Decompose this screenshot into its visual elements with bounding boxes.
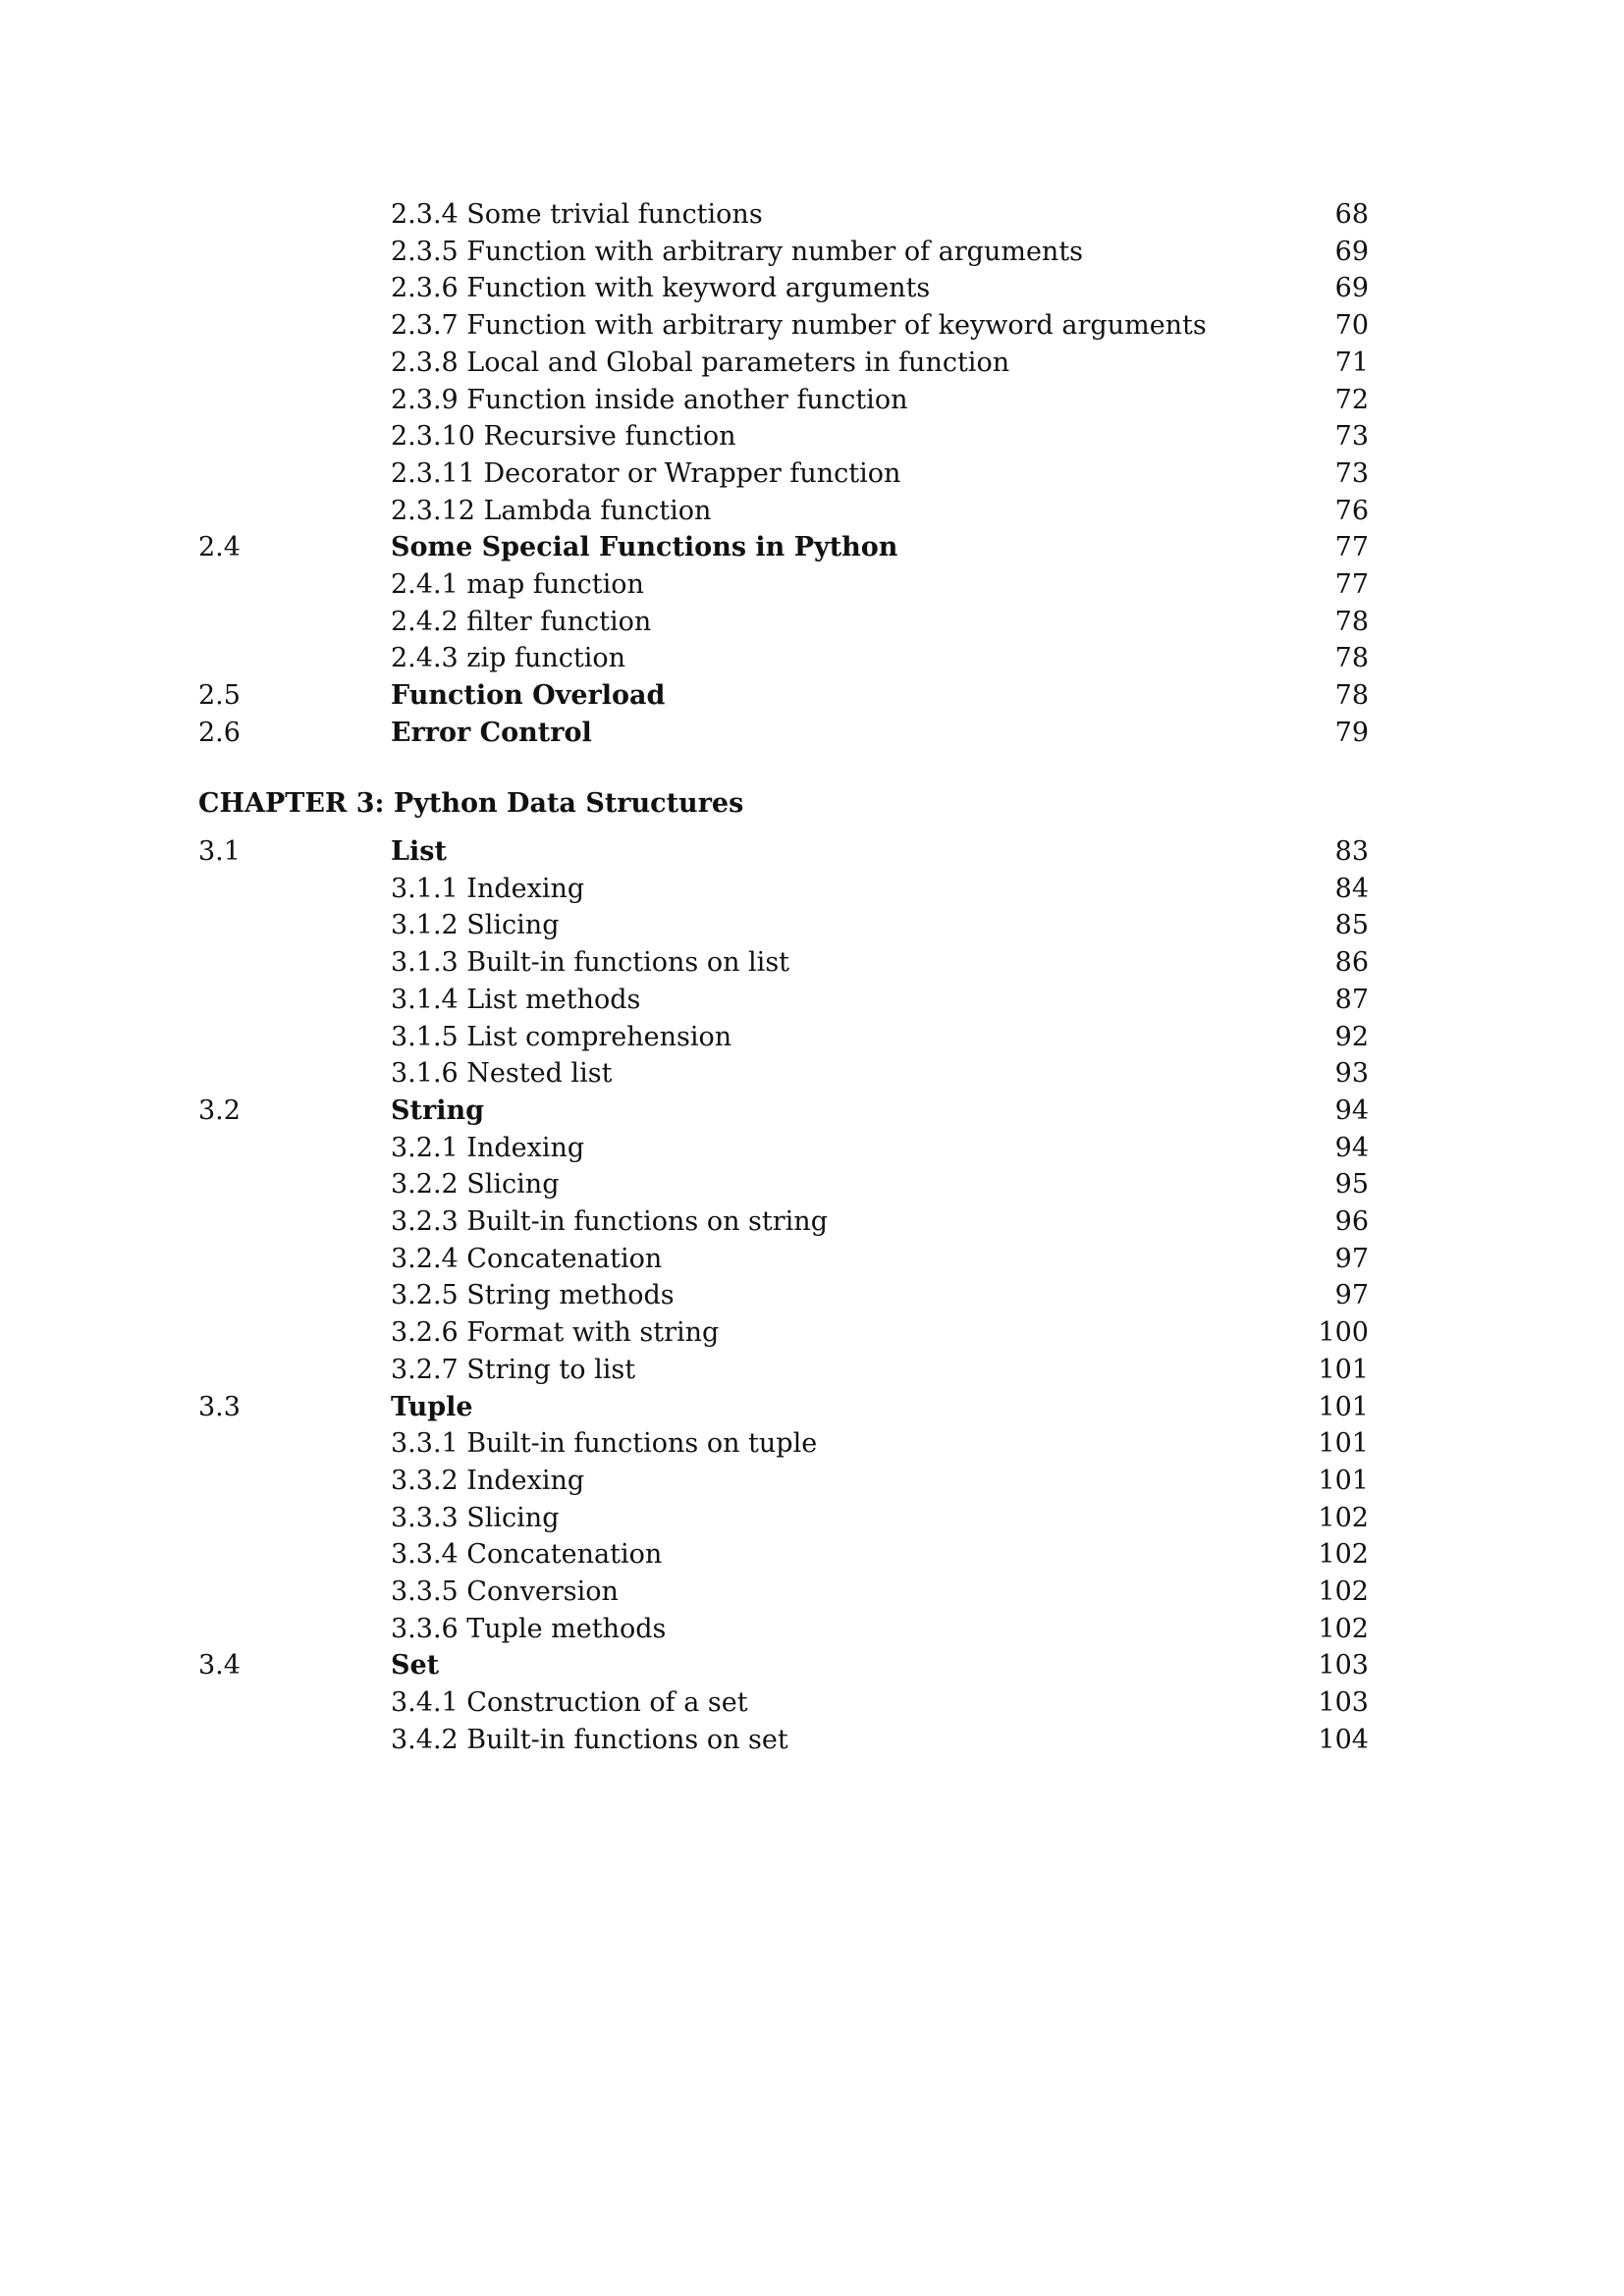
toc-entry-page-number: 102 xyxy=(1318,1502,1369,1533)
toc-entry-page-number: 97 xyxy=(1334,1243,1369,1274)
toc-entry-title: 3.1.1 Indexing xyxy=(391,873,585,904)
toc-subsection-entry xyxy=(0,1019,1624,1056)
toc-subsection-entry xyxy=(0,1425,1624,1463)
toc-entry-title: 3.2.4 Concatenation xyxy=(391,1243,663,1274)
toc-subsection-entry xyxy=(0,1722,1624,1759)
toc-entry-page-number: 78 xyxy=(1334,680,1369,712)
toc-entry-title: Some Special Functions in Python xyxy=(391,532,898,563)
toc-entry-page-number: 72 xyxy=(1334,384,1369,415)
toc-entry-title: 3.1.5 List comprehension xyxy=(391,1021,732,1052)
toc-entry-page-number: 78 xyxy=(1334,643,1369,674)
toc-subsection-entry xyxy=(0,640,1624,677)
toc-entry-page-number: 87 xyxy=(1334,984,1369,1015)
toc-entry-page-number: 103 xyxy=(1318,1650,1369,1682)
toc-subsection-entry xyxy=(0,1463,1624,1500)
toc-entry-title: 3.2.3 Built-in functions on string xyxy=(391,1206,828,1237)
toc-subsection-entry xyxy=(0,345,1624,382)
toc-subsection-entry xyxy=(0,493,1624,530)
toc-entry-page-number: 69 xyxy=(1334,236,1369,267)
toc-subsection-entry xyxy=(0,418,1624,455)
toc-entry-page-number: 101 xyxy=(1318,1354,1369,1385)
toc-section-entry xyxy=(0,1093,1624,1130)
toc-subsection-entry xyxy=(0,1536,1624,1574)
toc-subsection-entry xyxy=(0,455,1624,493)
toc-section-entry xyxy=(0,715,1624,752)
toc-section-entry xyxy=(0,529,1624,566)
toc-subsection-entry xyxy=(0,307,1624,345)
toc-entry-page-number: 83 xyxy=(1334,836,1369,867)
toc-entry-title: 2.3.6 Function with keyword arguments xyxy=(391,273,931,304)
chapter-3-heading: CHAPTER 3: Python Data Structures xyxy=(198,788,744,819)
toc-subsection-entry xyxy=(0,1241,1624,1278)
toc-entry-page-number: 93 xyxy=(1334,1058,1369,1090)
toc-entry-page-number: 102 xyxy=(1318,1539,1369,1571)
toc-subsection-entry xyxy=(0,604,1624,641)
toc-entry-page-number: 86 xyxy=(1334,947,1369,979)
toc-entry-title: 3.2.7 String to list xyxy=(391,1354,636,1385)
toc-entry-title: 3.3.1 Built-in functions on tuple xyxy=(391,1428,818,1460)
toc-entry-title: 2.3.9 Function inside another function xyxy=(391,384,908,415)
toc-subsection-entry xyxy=(0,1277,1624,1314)
toc-entry-title: 3.1.3 Built-in functions on list xyxy=(391,947,790,979)
toc-entry-page-number: 94 xyxy=(1334,1095,1369,1126)
toc-entry-page-number: 78 xyxy=(1334,606,1369,637)
toc-entry-page-number: 104 xyxy=(1318,1724,1369,1755)
toc-subsection-entry xyxy=(0,1352,1624,1389)
toc-subsection-entry xyxy=(0,944,1624,982)
toc-entry-number: 3.4 xyxy=(198,1650,241,1682)
toc-subsection-entry xyxy=(0,234,1624,271)
toc-entry-title: 3.3.5 Conversion xyxy=(391,1576,619,1607)
toc-entry-page-number: 102 xyxy=(1318,1613,1369,1644)
toc-entry-title: 2.3.5 Function with arbitrary number of arguments xyxy=(391,236,1084,267)
toc-subsection-entry xyxy=(0,1611,1624,1648)
toc-entry-title: 2.4.3 zip function xyxy=(391,643,626,674)
toc-entry-title: 2.3.11 Decorator or Wrapper function xyxy=(391,457,901,489)
toc-entry-title: 2.4.1 map function xyxy=(391,569,644,600)
toc-entry-page-number: 77 xyxy=(1334,532,1369,563)
toc-entry-page-number: 92 xyxy=(1334,1021,1369,1052)
toc-entry-title: 2.3.8 Local and Global parameters in function xyxy=(391,347,1010,378)
toc-entry-title: 3.3.6 Tuple methods xyxy=(391,1613,667,1644)
toc-entry-title: 3.1.2 Slicing xyxy=(391,910,560,941)
toc-entry-page-number: 70 xyxy=(1334,310,1369,342)
toc-entry-page-number: 73 xyxy=(1334,457,1369,489)
toc-section-entry xyxy=(0,833,1624,871)
toc-subsection-entry xyxy=(0,196,1624,234)
toc-entry-page-number: 101 xyxy=(1318,1465,1369,1496)
toc-entry-page-number: 103 xyxy=(1318,1687,1369,1719)
toc-entry-title: 3.4.2 Built-in functions on set xyxy=(391,1724,788,1755)
toc-entry-title: 3.3.2 Indexing xyxy=(391,1465,585,1496)
toc-entry-page-number: 73 xyxy=(1334,421,1369,453)
toc-entry-page-number: 97 xyxy=(1334,1280,1369,1311)
toc-subsection-entry xyxy=(0,1203,1624,1241)
toc-entry-title: 3.4.1 Construction of a set xyxy=(391,1687,748,1719)
toc-entry-title: 3.2.2 Slicing xyxy=(391,1169,560,1201)
toc-entry-page-number: 68 xyxy=(1334,199,1369,230)
toc-subsection-entry xyxy=(0,566,1624,604)
toc-entry-title: Tuple xyxy=(391,1391,473,1422)
toc-section-entry xyxy=(0,677,1624,715)
toc-entry-title: List xyxy=(391,836,447,867)
toc-entry-number: 3.2 xyxy=(198,1095,241,1126)
toc-subsection-entry xyxy=(0,1055,1624,1093)
toc-section-entry xyxy=(0,1647,1624,1684)
toc-entry-number: 3.1 xyxy=(198,836,241,867)
toc-entry-number: 2.6 xyxy=(198,717,241,748)
toc-entry-title: 2.3.4 Some trivial functions xyxy=(391,199,763,230)
toc-entry-title: 2.3.10 Recursive function xyxy=(391,421,736,453)
toc-entry-page-number: 85 xyxy=(1334,910,1369,941)
toc-subsection-entry xyxy=(0,1684,1624,1722)
toc-subsection-entry xyxy=(0,1166,1624,1203)
toc-subsection-entry xyxy=(0,382,1624,419)
toc-subsection-entry xyxy=(0,907,1624,944)
toc-subsection-entry xyxy=(0,1130,1624,1167)
toc-entry-page-number: 76 xyxy=(1334,495,1369,526)
toc-entry-page-number: 96 xyxy=(1334,1206,1369,1237)
toc-entry-title: Error Control xyxy=(391,717,592,748)
toc-entry-title: Set xyxy=(391,1650,440,1682)
toc-entry-page-number: 94 xyxy=(1334,1132,1369,1163)
toc-subsection-entry xyxy=(0,1314,1624,1352)
toc-entry-number: 3.3 xyxy=(198,1391,241,1422)
toc-entry-title: 3.1.4 List methods xyxy=(391,984,641,1015)
toc-entry-title: 2.3.7 Function with arbitrary number of keyword arguments xyxy=(391,310,1207,342)
toc-entry-page-number: 100 xyxy=(1318,1317,1369,1349)
toc-entry-title: 3.2.5 String methods xyxy=(391,1280,675,1311)
toc-entry-title: 3.3.3 Slicing xyxy=(391,1502,560,1533)
toc-subsection-entry xyxy=(0,270,1624,307)
toc-entry-page-number: 101 xyxy=(1318,1391,1369,1422)
toc-entry-page-number: 69 xyxy=(1334,273,1369,304)
toc-subsection-entry xyxy=(0,1574,1624,1611)
toc-entry-title: 3.3.4 Concatenation xyxy=(391,1539,663,1571)
toc-entry-title: String xyxy=(391,1095,484,1126)
toc-entry-number: 2.4 xyxy=(198,532,241,563)
toc-entry-number: 2.5 xyxy=(198,680,241,712)
toc-subsection-entry xyxy=(0,982,1624,1019)
toc-entry-page-number: 102 xyxy=(1318,1576,1369,1607)
toc-entry-page-number: 79 xyxy=(1334,717,1369,748)
toc-entry-title: 3.1.6 Nested list xyxy=(391,1058,613,1090)
toc-entry-page-number: 71 xyxy=(1334,347,1369,378)
toc-entry-title: Function Overload xyxy=(391,680,666,712)
toc-entry-title: 3.2.1 Indexing xyxy=(391,1132,585,1163)
toc-section-entry xyxy=(0,1389,1624,1426)
toc-entry-page-number: 101 xyxy=(1318,1428,1369,1460)
toc-subsection-entry xyxy=(0,1500,1624,1537)
toc-entry-title: 2.4.2 filter function xyxy=(391,606,652,637)
toc-entry-page-number: 77 xyxy=(1334,569,1369,600)
toc-entry-page-number: 95 xyxy=(1334,1169,1369,1201)
toc-entry-title: 2.3.12 Lambda function xyxy=(391,495,712,526)
toc-entry-page-number: 84 xyxy=(1334,873,1369,904)
toc-subsection-entry xyxy=(0,871,1624,908)
toc-entry-title: 3.2.6 Format with string xyxy=(391,1317,720,1349)
